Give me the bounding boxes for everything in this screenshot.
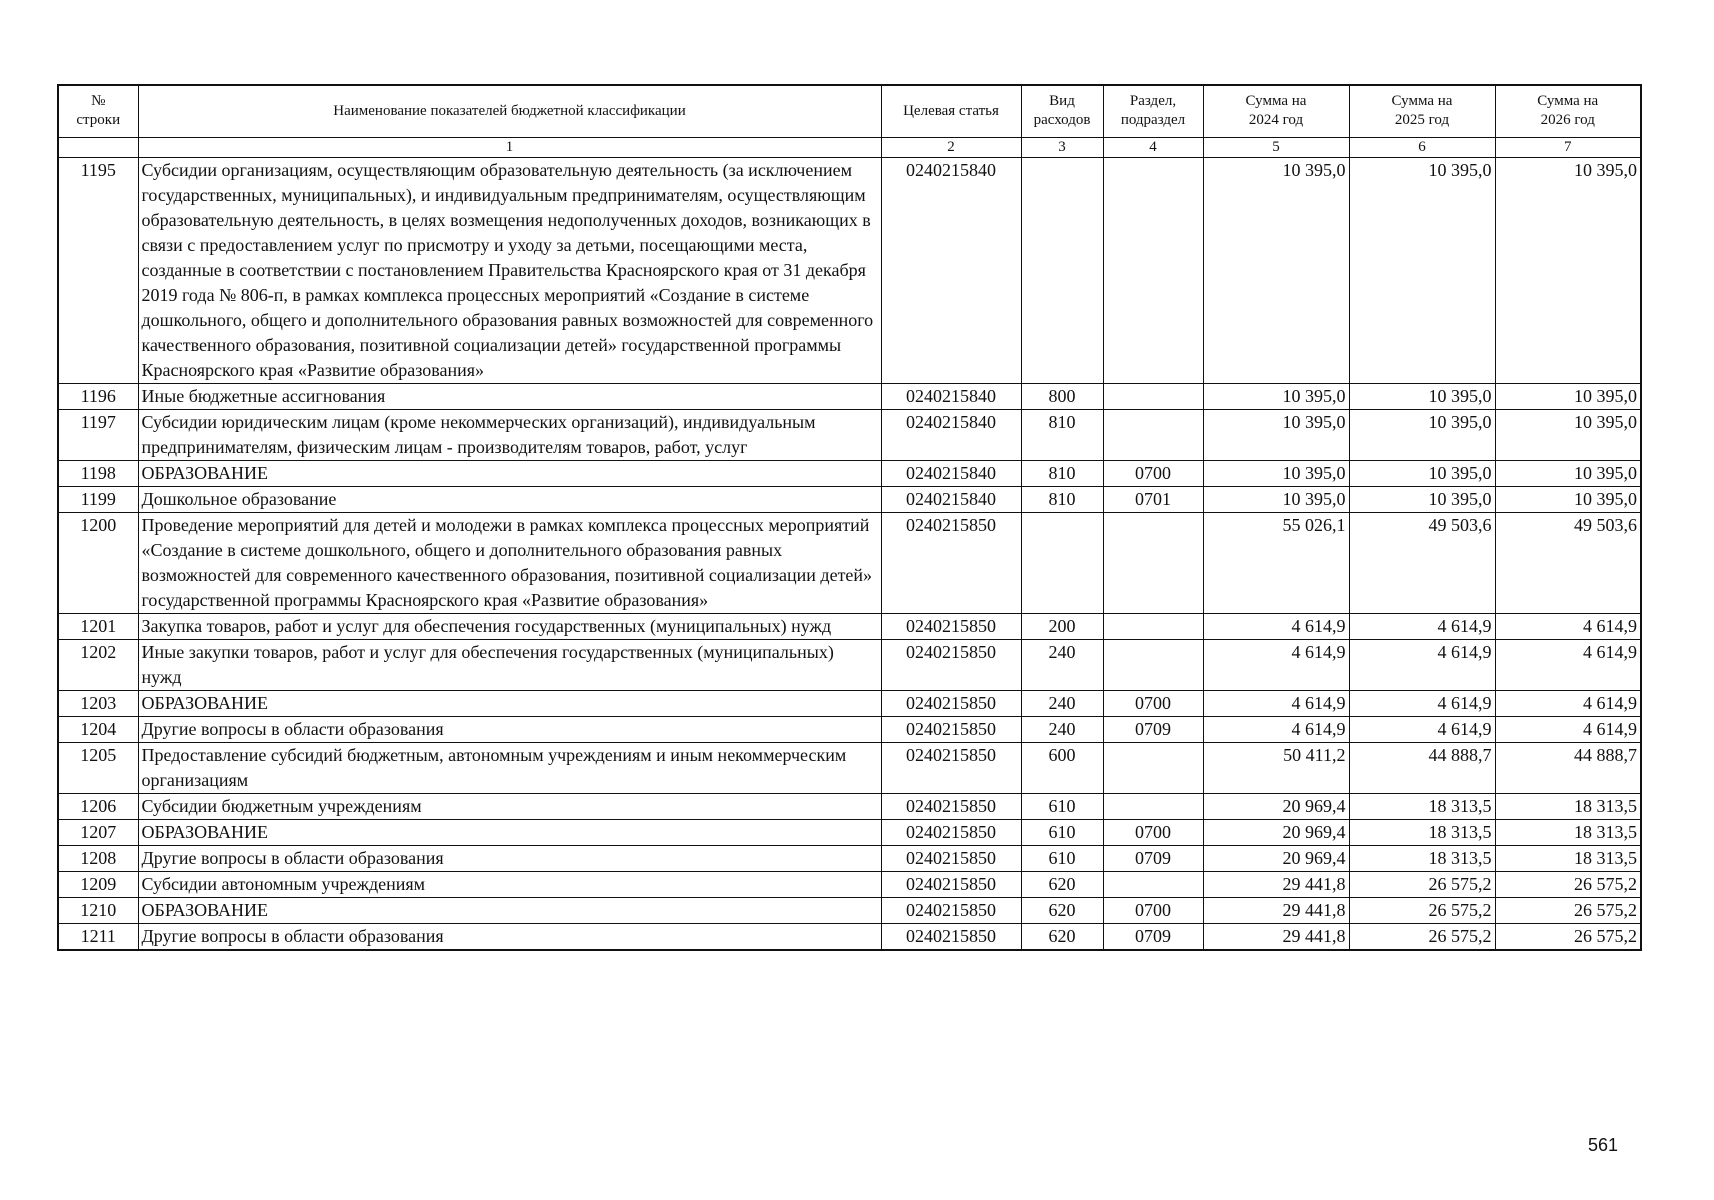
table-row: [58, 639, 1641, 690]
target-article-cell: 0240215850: [881, 845, 1021, 871]
header-section: Раздел, подраздел: [1103, 85, 1203, 137]
expense-type-cell: 240: [1021, 639, 1103, 690]
table-row: [58, 690, 1641, 716]
indicator-name-cell: Предоставление субсидий бюджетным, автономным учреждениям и иным некоммерческим организациям: [138, 742, 881, 793]
indicator-name-cell: Субсидии бюджетным учреждениям: [138, 793, 881, 819]
expense-type-cell: 810: [1021, 460, 1103, 486]
expense-type-cell: 810: [1021, 409, 1103, 460]
indicator-name-cell: ОБРАЗОВАНИЕ: [138, 690, 881, 716]
column-number-row: [58, 137, 1641, 157]
target-article-cell: 0240215840: [881, 383, 1021, 409]
table-row: [58, 742, 1641, 793]
section-cell: 0700: [1103, 819, 1203, 845]
expense-type-cell: 620: [1021, 897, 1103, 923]
indicator-name-cell: ОБРАЗОВАНИЕ: [138, 897, 881, 923]
target-article-cell: 0240215850: [881, 923, 1021, 950]
sum-2025-cell: 18 313,5: [1349, 793, 1495, 819]
table-row: [58, 409, 1641, 460]
target-article-cell: 0240215850: [881, 742, 1021, 793]
table-row: [58, 923, 1641, 950]
table-row: [58, 845, 1641, 871]
sum-2025-cell: 10 395,0: [1349, 460, 1495, 486]
indicator-name-cell: Другие вопросы в области образования: [138, 845, 881, 871]
table-row: [58, 512, 1641, 613]
target-article-cell: 0240215850: [881, 819, 1021, 845]
table-row: [58, 871, 1641, 897]
indicator-name-cell: Закупка товаров, работ и услуг для обеспечения государственных (муниципальных) нужд: [138, 613, 881, 639]
sum-2026-cell: 49 503,6: [1495, 512, 1641, 613]
target-article-cell: 0240215840: [881, 460, 1021, 486]
row-number-cell: 1208: [58, 845, 138, 871]
sum-2024-cell: 10 395,0: [1203, 409, 1349, 460]
header-target: Целевая статья: [881, 85, 1021, 137]
indicator-name-cell: Субсидии юридическим лицам (кроме некоммерческих организаций), индивидуальным предпринимателям, физическим лицам - производителям товаров, работ, услуг: [138, 409, 881, 460]
sum-2025-cell: 26 575,2: [1349, 897, 1495, 923]
sum-2025-cell: 10 395,0: [1349, 383, 1495, 409]
sum-2026-cell: 10 395,0: [1495, 157, 1641, 383]
section-cell: [1103, 871, 1203, 897]
sum-2024-cell: 4 614,9: [1203, 690, 1349, 716]
row-number-cell: 1206: [58, 793, 138, 819]
indicator-name-cell: ОБРАЗОВАНИЕ: [138, 819, 881, 845]
header-type: Вид расходов: [1021, 85, 1103, 137]
indicator-name-cell: Иные закупки товаров, работ и услуг для обеспечения государственных (муниципальных) нужд: [138, 639, 881, 690]
sum-2024-cell: 10 395,0: [1203, 460, 1349, 486]
indicator-name-cell: Субсидии автономным учреждениям: [138, 871, 881, 897]
section-cell: 0701: [1103, 486, 1203, 512]
sum-2026-cell: 10 395,0: [1495, 383, 1641, 409]
target-article-cell: 0240215850: [881, 613, 1021, 639]
target-article-cell: 0240215840: [881, 409, 1021, 460]
section-cell: [1103, 512, 1203, 613]
sum-2024-cell: 10 395,0: [1203, 486, 1349, 512]
sum-2024-cell: 4 614,9: [1203, 613, 1349, 639]
row-number-cell: 1211: [58, 923, 138, 950]
sum-2026-cell: 10 395,0: [1495, 460, 1641, 486]
expense-type-cell: [1021, 157, 1103, 383]
section-cell: [1103, 157, 1203, 383]
section-cell: 0709: [1103, 845, 1203, 871]
row-number-cell: 1209: [58, 871, 138, 897]
row-number-cell: 1207: [58, 819, 138, 845]
header-name: Наименование показателей бюджетной классификации: [138, 85, 881, 137]
indicator-name-cell: Субсидии организациям, осуществляющим образовательную деятельность (за исключением государственных, муниципальных), и индивидуальным предпринимателям, осуществляющим образовательную деятельность, в целях возмещения недополученных доходов, возникающих в связи с предоставлением услуг по присмотру и уходу за детьми, посещающими места, созданные в соответствии с постановлением Правительства Красноярского края от 31 декабря 2019 года № 806-п, в рамках комплекса процессных мероприятий «Создание в системе дошкольного, общего и дополнительного образования равных возможностей для современного качественного образования, позитивной социализации детей» государственной программы Красноярского края «Развитие образования»: [138, 157, 881, 383]
indicator-name-cell: ОБРАЗОВАНИЕ: [138, 460, 881, 486]
target-article-cell: 0240215850: [881, 716, 1021, 742]
row-number-cell: 1200: [58, 512, 138, 613]
expense-type-cell: 600: [1021, 742, 1103, 793]
sum-2024-cell: 4 614,9: [1203, 716, 1349, 742]
column-number: [58, 137, 138, 157]
table-row: [58, 383, 1641, 409]
column-number: 1: [138, 137, 881, 157]
column-number: 7: [1495, 137, 1641, 157]
expense-type-cell: 610: [1021, 845, 1103, 871]
sum-2024-cell: 10 395,0: [1203, 157, 1349, 383]
sum-2025-cell: 4 614,9: [1349, 690, 1495, 716]
column-number: 6: [1349, 137, 1495, 157]
row-number-cell: 1201: [58, 613, 138, 639]
sum-2025-cell: 10 395,0: [1349, 486, 1495, 512]
sum-2025-cell: 10 395,0: [1349, 157, 1495, 383]
table-row: [58, 716, 1641, 742]
row-number-cell: 1195: [58, 157, 138, 383]
expense-type-cell: 610: [1021, 793, 1103, 819]
sum-2026-cell: 4 614,9: [1495, 716, 1641, 742]
expense-type-cell: 620: [1021, 871, 1103, 897]
section-cell: [1103, 793, 1203, 819]
target-article-cell: 0240215850: [881, 871, 1021, 897]
column-number: 5: [1203, 137, 1349, 157]
sum-2026-cell: 18 313,5: [1495, 793, 1641, 819]
sum-2024-cell: 20 969,4: [1203, 845, 1349, 871]
page-number: 561: [1588, 1135, 1619, 1155]
table-row: [58, 897, 1641, 923]
indicator-name-cell: Иные бюджетные ассигнования: [138, 383, 881, 409]
sum-2026-cell: 4 614,9: [1495, 613, 1641, 639]
expense-type-cell: 810: [1021, 486, 1103, 512]
section-cell: [1103, 409, 1203, 460]
sum-2026-cell: 26 575,2: [1495, 897, 1641, 923]
sum-2025-cell: 44 888,7: [1349, 742, 1495, 793]
target-article-cell: 0240215850: [881, 512, 1021, 613]
section-cell: [1103, 742, 1203, 793]
sum-2026-cell: 4 614,9: [1495, 690, 1641, 716]
header-sum-2026: Сумма на 2026 год: [1495, 85, 1641, 137]
sum-2024-cell: 29 441,8: [1203, 871, 1349, 897]
expense-type-cell: 610: [1021, 819, 1103, 845]
section-cell: 0709: [1103, 716, 1203, 742]
target-article-cell: 0240215850: [881, 639, 1021, 690]
sum-2025-cell: 26 575,2: [1349, 923, 1495, 950]
header-sum-2025: Сумма на 2025 год: [1349, 85, 1495, 137]
header-row-no: № строки: [58, 85, 138, 137]
row-number-cell: 1196: [58, 383, 138, 409]
target-article-cell: 0240215840: [881, 486, 1021, 512]
sum-2025-cell: 18 313,5: [1349, 819, 1495, 845]
sum-2026-cell: 4 614,9: [1495, 639, 1641, 690]
row-number-cell: 1203: [58, 690, 138, 716]
expense-type-cell: 240: [1021, 690, 1103, 716]
section-cell: 0709: [1103, 923, 1203, 950]
sum-2024-cell: 29 441,8: [1203, 897, 1349, 923]
sum-2024-cell: 4 614,9: [1203, 639, 1349, 690]
section-cell: [1103, 383, 1203, 409]
table-row: [58, 157, 1641, 383]
expense-type-cell: 620: [1021, 923, 1103, 950]
row-number-cell: 1199: [58, 486, 138, 512]
row-number-cell: 1210: [58, 897, 138, 923]
table-row: [58, 460, 1641, 486]
sum-2025-cell: 18 313,5: [1349, 845, 1495, 871]
column-number: 2: [881, 137, 1021, 157]
table-row: [58, 819, 1641, 845]
expense-type-cell: 800: [1021, 383, 1103, 409]
row-number-cell: 1202: [58, 639, 138, 690]
target-article-cell: 0240215850: [881, 690, 1021, 716]
header-row: [58, 85, 1641, 137]
table-row: [58, 793, 1641, 819]
indicator-name-cell: Проведение мероприятий для детей и молодежи в рамках комплекса процессных мероприятий «Создание в системе дошкольного, общего и дополнительного образования равных возможностей для современного качественного образования, позитивной социализации детей» государственной программы Красноярского края «Развитие образования»: [138, 512, 881, 613]
target-article-cell: 0240215840: [881, 157, 1021, 383]
column-number: 3: [1021, 137, 1103, 157]
target-article-cell: 0240215850: [881, 897, 1021, 923]
section-cell: 0700: [1103, 460, 1203, 486]
sum-2026-cell: 18 313,5: [1495, 819, 1641, 845]
sum-2025-cell: 49 503,6: [1349, 512, 1495, 613]
section-cell: 0700: [1103, 690, 1203, 716]
sum-2026-cell: 26 575,2: [1495, 923, 1641, 950]
sum-2024-cell: 55 026,1: [1203, 512, 1349, 613]
sum-2025-cell: 4 614,9: [1349, 613, 1495, 639]
row-number-cell: 1205: [58, 742, 138, 793]
sum-2024-cell: 29 441,8: [1203, 923, 1349, 950]
sum-2026-cell: 10 395,0: [1495, 409, 1641, 460]
header-sum-2024: Сумма на 2024 год: [1203, 85, 1349, 137]
section-cell: [1103, 639, 1203, 690]
sum-2026-cell: 44 888,7: [1495, 742, 1641, 793]
indicator-name-cell: Другие вопросы в области образования: [138, 923, 881, 950]
budget-table: [57, 84, 1642, 951]
section-cell: [1103, 613, 1203, 639]
sum-2024-cell: 50 411,2: [1203, 742, 1349, 793]
expense-type-cell: 200: [1021, 613, 1103, 639]
sum-2025-cell: 4 614,9: [1349, 639, 1495, 690]
sum-2024-cell: 20 969,4: [1203, 793, 1349, 819]
sum-2024-cell: 10 395,0: [1203, 383, 1349, 409]
table-row: [58, 486, 1641, 512]
sum-2025-cell: 26 575,2: [1349, 871, 1495, 897]
indicator-name-cell: Дошкольное образование: [138, 486, 881, 512]
sum-2026-cell: 10 395,0: [1495, 486, 1641, 512]
table-row: [58, 613, 1641, 639]
indicator-name-cell: Другие вопросы в области образования: [138, 716, 881, 742]
sum-2024-cell: 20 969,4: [1203, 819, 1349, 845]
section-cell: 0700: [1103, 897, 1203, 923]
row-number-cell: 1204: [58, 716, 138, 742]
expense-type-cell: [1021, 512, 1103, 613]
sum-2026-cell: 26 575,2: [1495, 871, 1641, 897]
sum-2025-cell: 10 395,0: [1349, 409, 1495, 460]
row-number-cell: 1197: [58, 409, 138, 460]
column-number: 4: [1103, 137, 1203, 157]
sum-2025-cell: 4 614,9: [1349, 716, 1495, 742]
expense-type-cell: 240: [1021, 716, 1103, 742]
sum-2026-cell: 18 313,5: [1495, 845, 1641, 871]
target-article-cell: 0240215850: [881, 793, 1021, 819]
row-number-cell: 1198: [58, 460, 138, 486]
